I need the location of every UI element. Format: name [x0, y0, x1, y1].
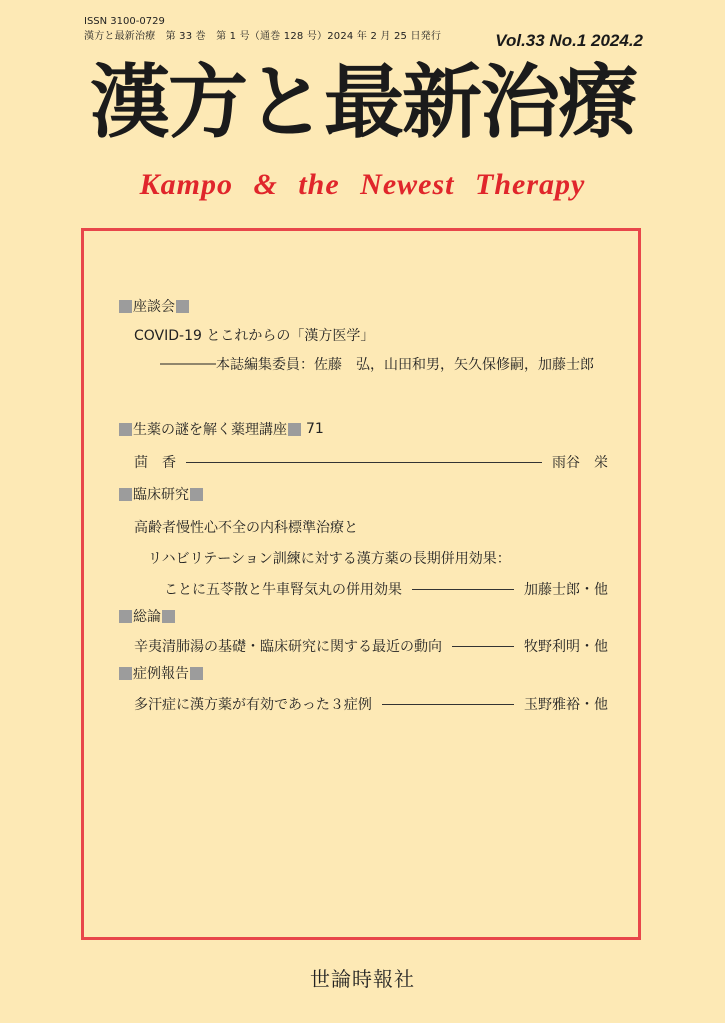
section-label: 臨床研究 — [133, 487, 189, 503]
section-label: 生薬の謎を解く薬理講座 — [133, 422, 287, 438]
square-marker-icon — [190, 488, 203, 501]
series-number: 71 — [306, 421, 324, 437]
journal-title: 漢方と最新治療 — [90, 55, 636, 149]
square-marker-icon — [162, 610, 175, 623]
square-marker-icon — [119, 423, 132, 436]
publication-info: 漢方と最新治療 第 33 巻 第 1 号（通巻 128 号）2024 年 2 月 25 日発行 — [84, 31, 442, 42]
leader-line — [452, 646, 514, 647]
section-label: 総論 — [133, 609, 161, 625]
author-names: 加藤士郎・他 — [524, 582, 608, 598]
article-title-text: 茴 香 — [134, 455, 176, 471]
author-names: 牧野利明・他 — [524, 639, 608, 655]
leader-line — [186, 462, 542, 463]
square-marker-icon — [190, 667, 203, 680]
article-entry — [118, 694, 608, 714]
section-heading — [118, 662, 608, 684]
article-authors — [118, 354, 608, 374]
section-heading — [118, 418, 608, 440]
section-heading — [118, 605, 608, 627]
square-marker-icon — [119, 488, 132, 501]
square-marker-icon — [176, 300, 189, 313]
author-names: 本誌編集委員：佐藤 弘，山田和男，矢久保修嗣，加藤士郎 — [216, 357, 594, 373]
volume-number: Vol.33 No.1 2024.2 — [495, 31, 643, 50]
square-marker-icon — [119, 300, 132, 313]
square-marker-icon — [119, 667, 132, 680]
issn: ISSN 3100-0729 — [84, 16, 165, 27]
article-title-text: ことに五苓散と牛車腎気丸の併用効果 — [164, 582, 402, 598]
table-of-contents — [118, 295, 608, 714]
author-names: 雨谷 栄 — [552, 455, 608, 471]
square-marker-icon — [119, 610, 132, 623]
article-entry — [118, 636, 608, 656]
section-label: 座談会 — [133, 299, 175, 315]
leader-line — [382, 704, 514, 705]
section-heading — [118, 295, 608, 317]
section-label: 症例報告 — [133, 666, 189, 682]
journal-title-english: Kampo & the Newest Therapy — [139, 168, 586, 201]
square-marker-icon — [288, 423, 301, 436]
author-dash: ―――― — [160, 356, 216, 372]
section-heading — [118, 483, 608, 505]
article-title-text: COVID-19 とこれからの「漢方医学」 — [134, 328, 375, 344]
article-title-text: 高齢者慢性心不全の内科標準治療と — [134, 520, 358, 536]
publisher-name: 世論時報社 — [310, 967, 415, 991]
article-title-text: 多汗症に漢方薬が有効であった３症例 — [134, 697, 372, 713]
article-title — [118, 325, 608, 345]
article-title-text: 辛夷清肺湯の基礎・臨床研究に関する最近の動向 — [134, 639, 442, 655]
article-entry — [118, 452, 608, 472]
article-title — [118, 517, 608, 537]
article-title-text: リハビリテーション訓練に対する漢方薬の長期併用効果： — [148, 551, 511, 567]
article-entry — [118, 579, 608, 599]
leader-line — [412, 589, 514, 590]
author-names: 玉野雅裕・他 — [524, 697, 608, 713]
article-title — [118, 548, 608, 568]
